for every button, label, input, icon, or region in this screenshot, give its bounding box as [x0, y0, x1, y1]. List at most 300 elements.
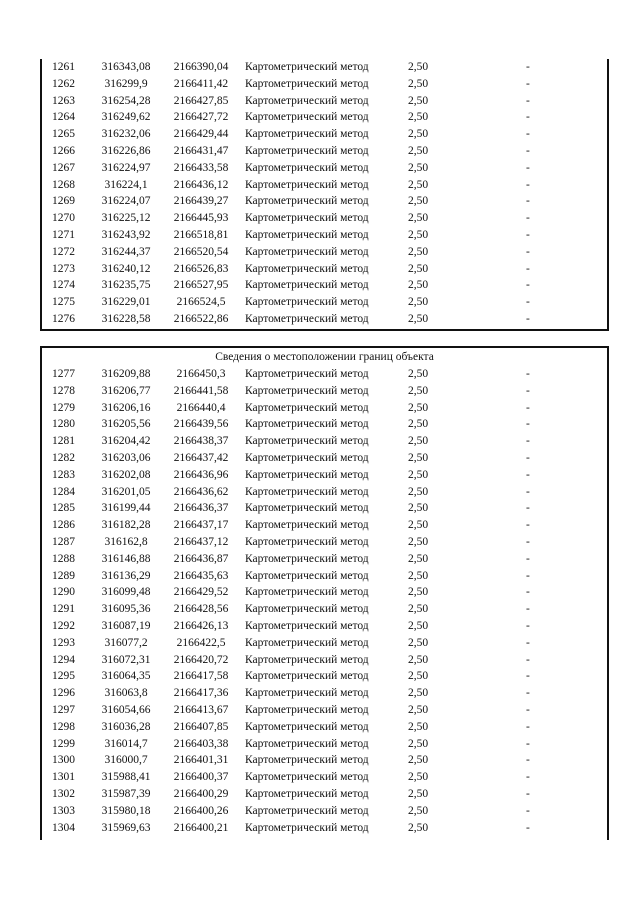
coordinate-y: 2166441,58 [173, 384, 229, 397]
point-number: 1290 [52, 586, 75, 599]
table-row [42, 517, 607, 534]
coordinate-x: 316243,92 [101, 228, 151, 241]
accuracy-value: 2,50 [408, 435, 429, 448]
table-row [42, 500, 607, 517]
coordinate-y: 2166518,81 [173, 228, 229, 241]
coordinate-y: 2166439,56 [173, 418, 229, 431]
coordinate-y: 2166522,86 [173, 312, 229, 325]
accuracy-value: 2,50 [408, 178, 429, 191]
point-number: 1262 [52, 77, 75, 90]
determination-method: Картометрический метод [245, 435, 369, 448]
point-number: 1270 [52, 212, 75, 225]
coordinate-y: 2166426,13 [173, 619, 229, 632]
accuracy-value: 2,50 [408, 485, 429, 498]
point-number: 1278 [52, 384, 75, 397]
coordinate-x: 315980,18 [101, 804, 151, 817]
point-number: 1281 [52, 435, 75, 448]
accuracy-value: 2,50 [408, 61, 429, 73]
coordinate-x: 316063,8 [104, 687, 148, 700]
table-row [42, 433, 607, 450]
accuracy-value: 2,50 [408, 195, 429, 208]
determination-method: Картометрический метод [245, 279, 369, 292]
point-number: 1301 [52, 771, 75, 784]
table-row [42, 160, 607, 177]
point-number: 1274 [52, 279, 75, 292]
boundary-location-table [40, 346, 609, 840]
accuracy-value: 2,50 [408, 821, 429, 834]
coordinate-y: 2166407,85 [173, 720, 229, 733]
coordinate-x: 316249,62 [101, 111, 151, 124]
point-number: 1296 [52, 687, 75, 700]
determination-method: Картометрический метод [245, 821, 369, 834]
point-number: 1282 [52, 451, 75, 464]
table-row [42, 736, 607, 753]
accuracy-value: 2,50 [408, 245, 429, 258]
point-number: 1291 [52, 603, 75, 616]
accuracy-value: 2,50 [408, 535, 429, 548]
accuracy-value: 2,50 [408, 368, 429, 380]
point-number: 1271 [52, 228, 75, 241]
determination-method: Картометрический метод [245, 687, 369, 700]
coordinate-y: 2166435,63 [173, 569, 229, 582]
point-number: 1276 [52, 312, 75, 325]
table-row [42, 534, 607, 551]
coordinate-x: 316095,36 [101, 603, 151, 616]
coordinate-x: 316014,7 [104, 737, 148, 750]
coordinate-y: 2166429,44 [173, 128, 229, 141]
determination-method: Картометрический метод [245, 195, 369, 208]
accuracy-value: 2,50 [408, 502, 429, 515]
determination-method: Картометрический метод [245, 670, 369, 683]
point-number: 1295 [52, 670, 75, 683]
table-body [42, 59, 607, 328]
accuracy-value: 2,50 [408, 418, 429, 431]
empty-value: - [526, 586, 530, 599]
point-number: 1300 [52, 754, 75, 767]
empty-value: - [526, 401, 530, 414]
coordinate-x: 316235,75 [101, 279, 151, 292]
table-row [42, 311, 607, 328]
empty-value: - [526, 312, 530, 325]
point-number: 1299 [52, 737, 75, 750]
coordinates-table-continued [40, 59, 609, 331]
accuracy-value: 2,50 [408, 144, 429, 157]
table-row [42, 416, 607, 433]
point-number: 1297 [52, 703, 75, 716]
point-number: 1292 [52, 619, 75, 632]
point-number: 1303 [52, 804, 75, 817]
accuracy-value: 2,50 [408, 670, 429, 683]
determination-method: Картометрический метод [245, 754, 369, 767]
point-number: 1286 [52, 519, 75, 532]
determination-method: Картометрический метод [245, 245, 369, 258]
accuracy-value: 2,50 [408, 737, 429, 750]
accuracy-value: 2,50 [408, 619, 429, 632]
point-number: 1285 [52, 502, 75, 515]
accuracy-value: 2,50 [408, 687, 429, 700]
empty-value: - [526, 737, 530, 750]
coordinate-x: 316203,06 [101, 451, 151, 464]
coordinate-y: 2166436,62 [173, 485, 229, 498]
table-row [42, 467, 607, 484]
coordinate-y: 2166437,42 [173, 451, 229, 464]
determination-method: Картометрический метод [245, 368, 369, 380]
determination-method: Картометрический метод [245, 771, 369, 784]
coordinate-y: 2166420,72 [173, 653, 229, 666]
coordinate-y: 2166401,31 [173, 754, 229, 767]
point-number: 1287 [52, 535, 75, 548]
coordinate-y: 2166413,67 [173, 703, 229, 716]
coordinate-x: 316077,2 [104, 636, 148, 649]
determination-method: Картометрический метод [245, 161, 369, 174]
accuracy-value: 2,50 [408, 787, 429, 800]
determination-method: Картометрический метод [245, 519, 369, 532]
point-number: 1268 [52, 178, 75, 191]
coordinate-y: 2166439,27 [173, 195, 229, 208]
coordinate-y: 2166524,5 [176, 296, 226, 309]
determination-method: Картометрический метод [245, 262, 369, 275]
coordinate-x: 316036,28 [101, 720, 151, 733]
empty-value: - [526, 771, 530, 784]
empty-value: - [526, 111, 530, 124]
empty-value: - [526, 212, 530, 225]
coordinate-y: 2166526,83 [173, 262, 229, 275]
empty-value: - [526, 670, 530, 683]
coordinate-x: 316224,07 [101, 195, 151, 208]
accuracy-value: 2,50 [408, 519, 429, 532]
determination-method: Картометрический метод [245, 737, 369, 750]
determination-method: Картометрический метод [245, 178, 369, 191]
table-row [42, 618, 607, 635]
accuracy-value: 2,50 [408, 128, 429, 141]
point-number: 1283 [52, 468, 75, 481]
table-row [42, 193, 607, 210]
coordinate-x: 316224,97 [101, 161, 151, 174]
coordinate-x: 316225,12 [101, 212, 151, 225]
coordinate-x: 316209,88 [101, 368, 151, 380]
determination-method: Картометрический метод [245, 502, 369, 515]
determination-method: Картометрический метод [245, 636, 369, 649]
determination-method: Картометрический метод [245, 77, 369, 90]
point-number: 1298 [52, 720, 75, 733]
coordinate-x: 316229,01 [101, 296, 151, 309]
coordinate-x: 316206,16 [101, 401, 151, 414]
accuracy-value: 2,50 [408, 312, 429, 325]
determination-method: Картометрический метод [245, 312, 369, 325]
coordinate-x: 315969,63 [101, 821, 151, 834]
coordinate-x: 316204,42 [101, 435, 151, 448]
coordinate-y: 2166431,47 [173, 144, 229, 157]
determination-method: Картометрический метод [245, 384, 369, 397]
determination-method: Картометрический метод [245, 535, 369, 548]
coordinate-y: 2166436,37 [173, 502, 229, 515]
table-row [42, 719, 607, 736]
coordinate-y: 2166438,37 [173, 435, 229, 448]
empty-value: - [526, 653, 530, 666]
empty-value: - [526, 687, 530, 700]
coordinate-x: 316146,88 [101, 552, 151, 565]
accuracy-value: 2,50 [408, 720, 429, 733]
coordinate-x: 316299,9 [104, 77, 148, 90]
point-number: 1275 [52, 296, 75, 309]
table-row [42, 820, 607, 837]
empty-value: - [526, 384, 530, 397]
accuracy-value: 2,50 [408, 552, 429, 565]
table-row [42, 59, 607, 76]
point-number: 1265 [52, 128, 75, 141]
accuracy-value: 2,50 [408, 212, 429, 225]
accuracy-value: 2,50 [408, 703, 429, 716]
table-row [42, 702, 607, 719]
point-number: 1261 [52, 61, 75, 73]
table-row [42, 109, 607, 126]
table-row [42, 685, 607, 702]
empty-value: - [526, 61, 530, 73]
determination-method: Картометрический метод [245, 468, 369, 481]
point-number: 1277 [52, 368, 75, 380]
point-number: 1280 [52, 418, 75, 431]
empty-value: - [526, 821, 530, 834]
empty-value: - [526, 804, 530, 817]
empty-value: - [526, 279, 530, 292]
determination-method: Картометрический метод [245, 619, 369, 632]
determination-method: Картометрический метод [245, 212, 369, 225]
accuracy-value: 2,50 [408, 754, 429, 767]
table-row [42, 383, 607, 400]
coordinate-x: 316064,35 [101, 670, 151, 683]
coordinate-x: 316202,08 [101, 468, 151, 481]
table-row [42, 93, 607, 110]
coordinate-y: 2166400,26 [173, 804, 229, 817]
determination-method: Картометрический метод [245, 485, 369, 498]
coordinate-y: 2166400,37 [173, 771, 229, 784]
accuracy-value: 2,50 [408, 94, 429, 107]
table-body [42, 366, 607, 836]
determination-method: Картометрический метод [245, 787, 369, 800]
coordinate-x: 316206,77 [101, 384, 151, 397]
point-number: 1279 [52, 401, 75, 414]
table-row [42, 244, 607, 261]
determination-method: Картометрический метод [245, 401, 369, 414]
empty-value: - [526, 451, 530, 464]
point-number: 1266 [52, 144, 75, 157]
table-row [42, 668, 607, 685]
table-row [42, 277, 607, 294]
point-number: 1264 [52, 111, 75, 124]
coordinate-y: 2166527,95 [173, 279, 229, 292]
point-number: 1288 [52, 552, 75, 565]
accuracy-value: 2,50 [408, 771, 429, 784]
table-row [42, 126, 607, 143]
point-number: 1267 [52, 161, 75, 174]
coordinate-y: 2166433,58 [173, 161, 229, 174]
determination-method: Картометрический метод [245, 720, 369, 733]
table-row [42, 601, 607, 618]
coordinate-x: 316162,8 [104, 535, 148, 548]
table-row [42, 400, 607, 417]
coordinate-x: 316254,28 [101, 94, 151, 107]
determination-method: Картометрический метод [245, 703, 369, 716]
table-row [42, 76, 607, 93]
coordinate-y: 2166436,87 [173, 552, 229, 565]
determination-method: Картометрический метод [245, 228, 369, 241]
coordinate-x: 316054,66 [101, 703, 151, 716]
coordinate-x: 316232,06 [101, 128, 151, 141]
coordinate-x: 315988,41 [101, 771, 151, 784]
coordinate-y: 2166429,52 [173, 586, 229, 599]
coordinate-x: 316182,28 [101, 519, 151, 532]
accuracy-value: 2,50 [408, 296, 429, 309]
coordinate-y: 2166437,17 [173, 519, 229, 532]
empty-value: - [526, 94, 530, 107]
empty-value: - [526, 519, 530, 532]
empty-value: - [526, 603, 530, 616]
accuracy-value: 2,50 [408, 468, 429, 481]
coordinate-y: 2166411,42 [173, 77, 229, 90]
coordinate-y: 2166440,4 [176, 401, 226, 414]
coordinate-y: 2166437,12 [173, 535, 229, 548]
empty-value: - [526, 787, 530, 800]
determination-method: Картометрический метод [245, 569, 369, 582]
coordinate-y: 2166427,85 [173, 94, 229, 107]
point-number: 1293 [52, 636, 75, 649]
empty-value: - [526, 754, 530, 767]
table-row [42, 752, 607, 769]
coordinate-x: 316226,86 [101, 144, 151, 157]
table-row [42, 568, 607, 585]
determination-method: Картометрический метод [245, 111, 369, 124]
coordinate-y: 2166390,04 [173, 61, 229, 73]
coordinate-x: 316244,37 [101, 245, 151, 258]
coordinate-x: 316240,12 [101, 262, 151, 275]
accuracy-value: 2,50 [408, 603, 429, 616]
table-row [42, 143, 607, 160]
empty-value: - [526, 535, 530, 548]
accuracy-value: 2,50 [408, 111, 429, 124]
empty-value: - [526, 368, 530, 380]
determination-method: Картометрический метод [245, 128, 369, 141]
table-row [42, 366, 607, 383]
coordinate-x: 316000,7 [104, 754, 148, 767]
accuracy-value: 2,50 [408, 77, 429, 90]
point-number: 1269 [52, 195, 75, 208]
coordinate-x: 316087,19 [101, 619, 151, 632]
empty-value: - [526, 485, 530, 498]
empty-value: - [526, 296, 530, 309]
accuracy-value: 2,50 [408, 279, 429, 292]
empty-value: - [526, 468, 530, 481]
accuracy-value: 2,50 [408, 804, 429, 817]
coordinate-x: 316099,48 [101, 586, 151, 599]
empty-value: - [526, 144, 530, 157]
table-row [42, 786, 607, 803]
coordinate-y: 2166428,56 [173, 603, 229, 616]
determination-method: Картометрический метод [245, 94, 369, 107]
table-row [42, 769, 607, 786]
accuracy-value: 2,50 [408, 161, 429, 174]
empty-value: - [526, 720, 530, 733]
accuracy-value: 2,50 [408, 228, 429, 241]
determination-method: Картометрический метод [245, 144, 369, 157]
table-row [42, 803, 607, 820]
empty-value: - [526, 619, 530, 632]
coordinate-x: 316224,1 [104, 178, 148, 191]
determination-method: Картометрический метод [245, 418, 369, 431]
empty-value: - [526, 552, 530, 565]
empty-value: - [526, 636, 530, 649]
accuracy-value: 2,50 [408, 262, 429, 275]
accuracy-value: 2,50 [408, 586, 429, 599]
coordinate-y: 2166400,21 [173, 821, 229, 834]
table-caption: Сведения о местоположении границ объекта [215, 351, 434, 363]
determination-method: Картометрический метод [245, 804, 369, 817]
determination-method: Картометрический метод [245, 552, 369, 565]
coordinate-x: 315987,39 [101, 787, 151, 800]
accuracy-value: 2,50 [408, 569, 429, 582]
empty-value: - [526, 262, 530, 275]
coordinate-x: 316201,05 [101, 485, 151, 498]
coordinate-x: 316199,44 [101, 502, 151, 515]
empty-value: - [526, 418, 530, 431]
point-number: 1304 [52, 821, 75, 834]
determination-method: Картометрический метод [245, 586, 369, 599]
table-row [42, 450, 607, 467]
accuracy-value: 2,50 [408, 451, 429, 464]
determination-method: Картометрический метод [245, 603, 369, 616]
coordinate-y: 2166436,96 [173, 468, 229, 481]
empty-value: - [526, 161, 530, 174]
table-row [42, 584, 607, 601]
coordinate-y: 2166445,93 [173, 212, 229, 225]
table-row [42, 551, 607, 568]
coordinate-y: 2166403,38 [173, 737, 229, 750]
coordinate-y: 2166450,3 [176, 368, 226, 380]
empty-value: - [526, 128, 530, 141]
table-row [42, 652, 607, 669]
coordinate-y: 2166520,54 [173, 245, 229, 258]
accuracy-value: 2,50 [408, 384, 429, 397]
determination-method: Картометрический метод [245, 296, 369, 309]
coordinate-x: 316136,29 [101, 569, 151, 582]
accuracy-value: 2,50 [408, 636, 429, 649]
coordinate-x: 316343,08 [101, 61, 151, 73]
empty-value: - [526, 502, 530, 515]
accuracy-value: 2,50 [408, 401, 429, 414]
empty-value: - [526, 77, 530, 90]
table-row [42, 484, 607, 501]
coordinate-x: 316205,56 [101, 418, 151, 431]
table-row [42, 177, 607, 194]
table-row [42, 294, 607, 311]
empty-value: - [526, 228, 530, 241]
table-row [42, 635, 607, 652]
point-number: 1289 [52, 569, 75, 582]
coordinate-x: 316072,31 [101, 653, 151, 666]
coordinate-y: 2166417,36 [173, 687, 229, 700]
empty-value: - [526, 703, 530, 716]
empty-value: - [526, 195, 530, 208]
coordinate-y: 2166427,72 [173, 111, 229, 124]
empty-value: - [526, 569, 530, 582]
coordinate-y: 2166400,29 [173, 787, 229, 800]
coordinate-y: 2166422,5 [176, 636, 226, 649]
accuracy-value: 2,50 [408, 653, 429, 666]
table-row [42, 210, 607, 227]
coordinate-x: 316228,58 [101, 312, 151, 325]
coordinate-y: 2166436,12 [173, 178, 229, 191]
empty-value: - [526, 178, 530, 191]
point-number: 1273 [52, 262, 75, 275]
